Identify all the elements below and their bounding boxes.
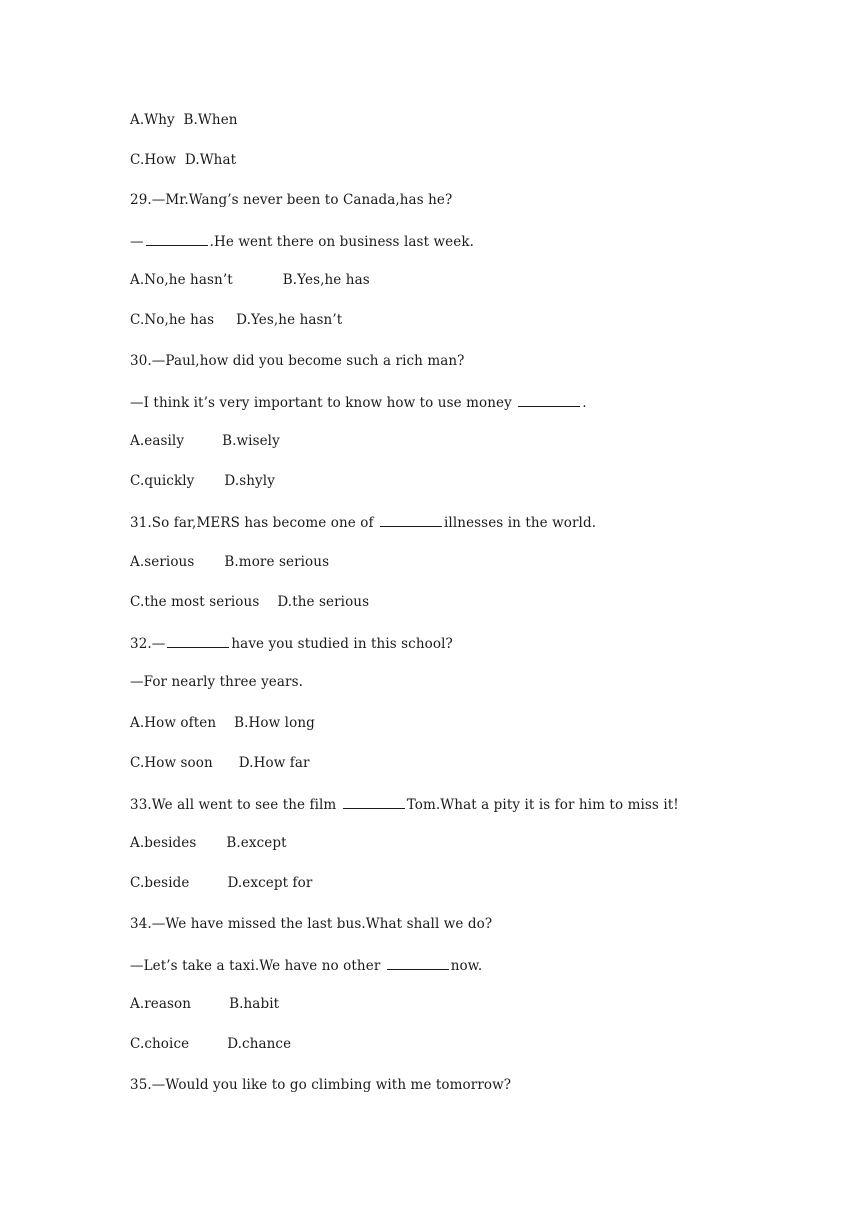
option-line: C.quickly D.shyly: [130, 473, 275, 489]
answer-blank: [146, 231, 208, 246]
option-line: A.reason B.habit: [130, 996, 280, 1012]
option-line: C.How soon D.How far: [130, 755, 310, 771]
option-line: A.besides B.except: [130, 835, 287, 851]
answer-line: —For nearly three years.: [130, 674, 304, 690]
question-33: 33.We all went to see the film Tom.What a pity it is for him to miss it!: [130, 794, 679, 814]
option-line: A.Why B.When: [130, 112, 238, 128]
answer-blank: [387, 955, 449, 970]
option-line: A.serious B.more serious: [130, 554, 330, 570]
question-32: 32.— have you studied in this school?: [130, 633, 453, 653]
answer-blank: [167, 633, 229, 648]
option-line: C.How D.What: [130, 152, 237, 168]
option-line: C.beside D.except for: [130, 875, 313, 891]
option-line: A.How often B.How long: [130, 715, 315, 731]
option-line: A.easily B.wisely: [130, 433, 280, 449]
option-line: A.No,he hasn’t B.Yes,he has: [130, 272, 370, 288]
question-35: 35.—Would you like to go climbing with me tomorrow?: [130, 1077, 512, 1093]
answer-blank: [380, 512, 442, 527]
answer-blank: [343, 794, 405, 809]
answer-blank: [518, 392, 580, 407]
question-29: 29.—Mr.Wang’s never been to Canada,has he?: [130, 192, 453, 208]
option-line: C.choice D.chance: [130, 1036, 292, 1052]
question-30: 30.—Paul,how did you become such a rich man?: [130, 353, 465, 369]
answer-line: —Let’s take a taxi.We have no other now.: [130, 955, 482, 975]
option-line: C.No,he has D.Yes,he hasn’t: [130, 312, 343, 328]
answer-line: —I think it’s very important to know how to use money .: [130, 392, 587, 412]
question-34: 34.—We have missed the last bus.What shall we do?: [130, 916, 493, 932]
answer-line: — .He went there on business last week.: [130, 231, 474, 251]
question-31: 31.So far,MERS has become one of illnesses in the world.: [130, 512, 596, 532]
option-line: C.the most serious D.the serious: [130, 594, 370, 610]
